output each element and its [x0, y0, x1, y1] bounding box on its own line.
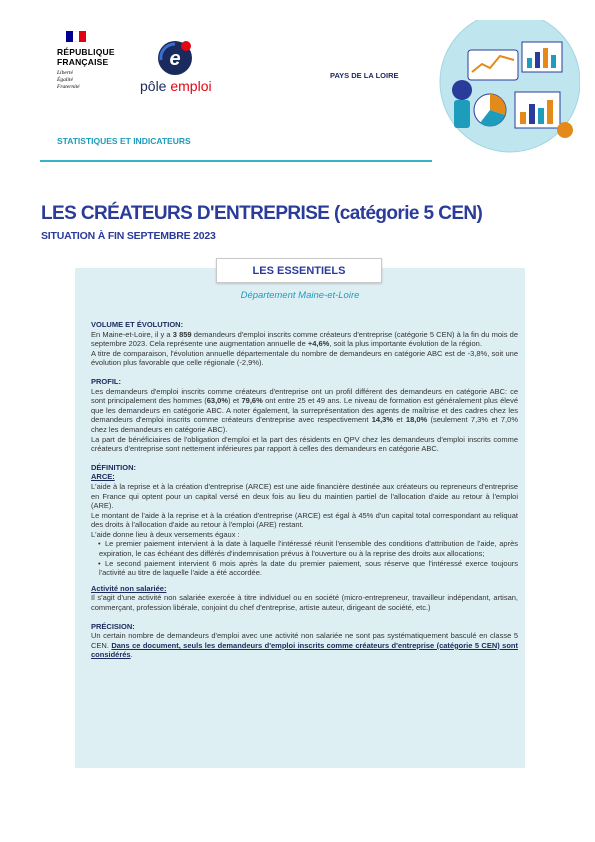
pole-emploi-logo-icon [156, 38, 194, 76]
profil-paragraph-2: La part de bénéficiaires de l'obligation d'emploi et la part des résidents en QPV chez les demandeurs d'emploi inscrits comme créateurs d'entreprise sont nettement inférieures par rapport à celles des demandeurs en catégorie ABC. [91, 434, 518, 454]
profil-heading: PROFIL: [91, 376, 121, 386]
arce-bullet-2: • Le second paiement intervient 6 mois après la date du premier paiement, sous réserve que l'intéressé exerce toujours l'activité au titre de laquelle l'aide a été accordée. [91, 559, 518, 578]
header-divider [40, 160, 432, 162]
republic-name: RÉPUBLIQUE FRANÇAISE [57, 47, 115, 67]
activity-paragraph: Il s'agit d'une activité non salariée exercée à titre individuel ou en société (micro-entrepreneur, travailleur indépendant, artisan, commerçant, profession libérale, conjoint du chef d'entreprise, artiste auteur, dirigeant de société, etc.) [91, 593, 518, 613]
arce-paragraph-3: L'aide donne lieu à deux versements égaux : [91, 529, 240, 539]
page-title: LES CRÉATEURS D'ENTREPRISE (catégorie 5 CEN) [41, 203, 483, 224]
svg-text:e: e [169, 48, 181, 70]
definition-heading: DÉFINITION: [91, 462, 136, 472]
department-name: Département Maine-et-Loire [240, 290, 360, 301]
precision-heading: PRÉCISION: [91, 621, 135, 631]
volume-paragraph-1: En Maine-et-Loire, il y a 3 859 demandeurs d'emploi inscrits comme créateurs d'entreprise (catégorie 5 CEN) à la fin du mois de septembre 2023. Cela représente une augmentation annuelle de +4,6%, soit la plus importante évolution de la région. [91, 329, 518, 349]
arce-label: ARCE: [91, 472, 115, 482]
essentials-content [91, 320, 518, 660]
volume-heading: VOLUME ET ÉVOLUTION: [91, 320, 184, 329]
statistics-illustration [410, 20, 580, 170]
pole-emploi-wordmark: pôle emploi [140, 78, 212, 94]
region-label: PAYS DE LA LOIRE [330, 71, 399, 80]
arce-bullet-1: • Le premier paiement intervient à la date à laquelle l'intéressé réunit l'ensemble des conditions d'attribution de l'aide, après expiration, le cas échéant des différés d'indemnisation prévus à l'ouverture ou à la reprise des droits aux allocations; [91, 539, 518, 558]
arce-paragraph-2: Le montant de l'aide à la reprise et à la création d'entreprise (ARCE) est égal à 45% d'un capital total correspondant au reliquat des droits à l'allocation d'aide au retour à l'emploi (ARE) restant. [91, 510, 518, 530]
activity-label: Activité non salariée: [91, 583, 167, 593]
precision-paragraph: Un certain nombre de demandeurs d'emploi avec une activité non salariée ne sont pas systématiquement basculé en classe 5 CEN. Dans ce document, seuls les demandeurs d'emploi inscrits comme créateurs d'entreprise (catégorie 5 CEN) sont considérés. [91, 631, 518, 660]
essentials-tab: LES ESSENTIELS [216, 258, 382, 283]
volume-paragraph-2: A titre de comparaison, l'évolution annuelle départementale du nombre de demandeurs en catégorie ABC est de -3,8%, soit une évolution plus favorable que celle régionale (-2,9%). [91, 348, 518, 368]
french-flag-icon [66, 31, 86, 42]
republic-motto: Liberté Égalité Fraternité [57, 70, 80, 90]
page-subtitle: SITUATION À FIN SEPTEMBRE 2023 [41, 230, 216, 242]
profil-paragraph-1: Les demandeurs d'emploi inscrits comme créateurs d'entreprise ont un profil différent des demandeurs en catégorie ABC: ce sont principalement des hommes (63,0%) et 79,6% ont entre 25 et 49 ans. Le niveau de formation est généralement plus élevé que les demandeurs en catégorie ABC. A noter également, la surreprésentation des agents de maîtrise et des cadres chez les demandeurs d'emploi inscrits comme créateurs d'entreprise avec respectivement 14,3% et 18,0% (seulement 7,3% et 7,0% chez les demandeurs en catégorie ABC). [91, 386, 518, 434]
arce-paragraph-1: L'aide à la reprise et à la création d'entreprise (ARCE) est une aide financière destinée aux créateurs ou repreneurs d'entreprise en France qui optent pour un capital versé en deux fois au lieu du maintien partiel de l'allocation d'aide au retour à l'emploi (ARE). [91, 481, 518, 511]
section-label: STATISTIQUES ET INDICATEURS [57, 136, 191, 146]
